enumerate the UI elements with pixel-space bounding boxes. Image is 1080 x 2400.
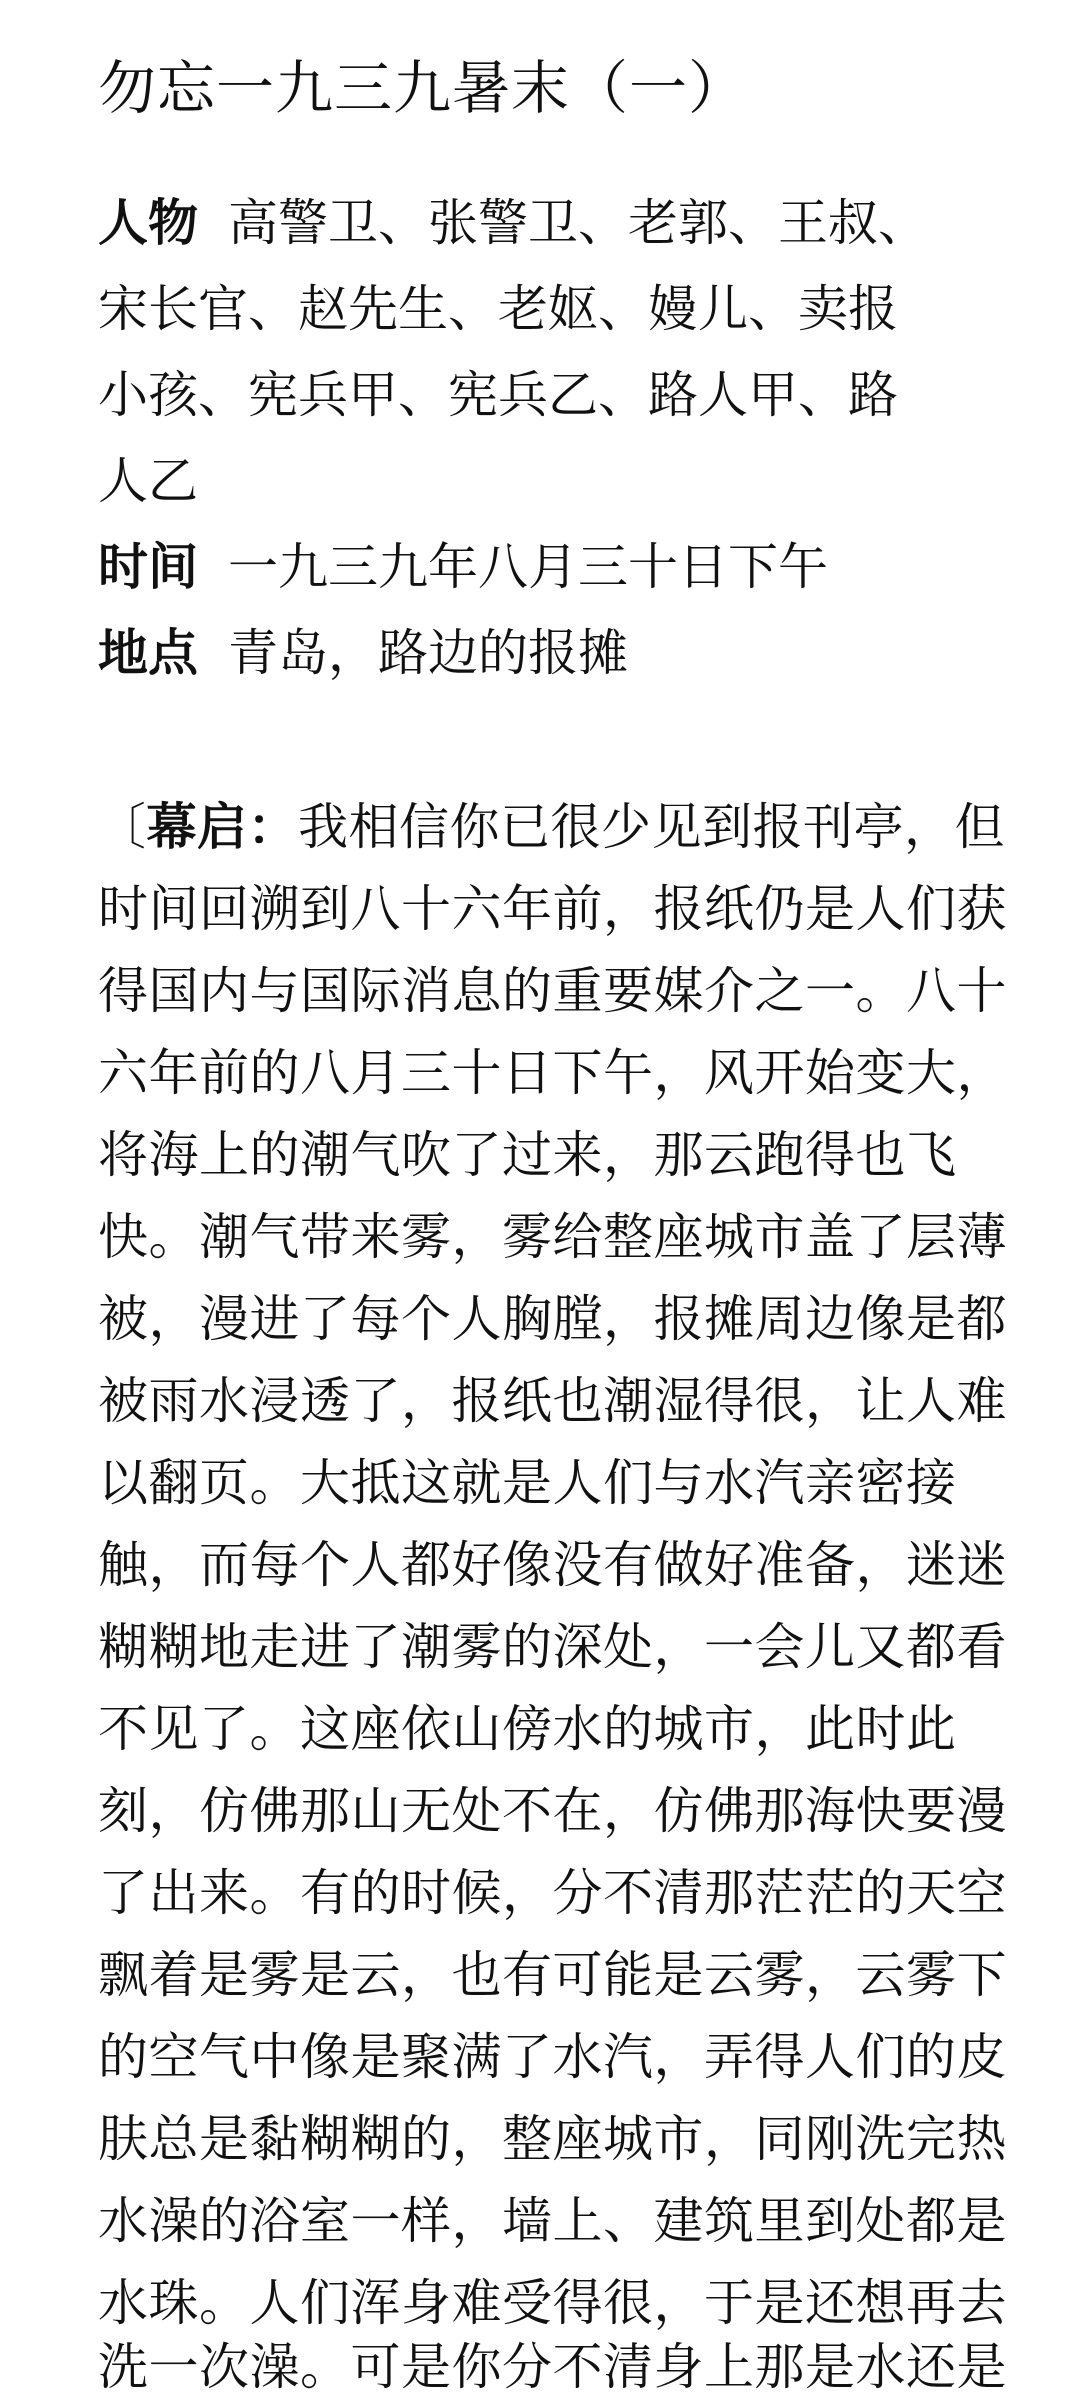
scene-label: 幕启：	[146, 798, 298, 856]
scene-line: 时间回溯到八十六年前，报纸仍是人们获	[98, 880, 1007, 938]
scene-line: 刻，仿佛那山无处不在，仿佛那海快要漫	[98, 1782, 1007, 1840]
place-value: 青岛，路边的报摊	[228, 624, 628, 682]
scene-line: 洗一次澡。可是你分不清身上那是水还是	[98, 2338, 1007, 2396]
scene-line: 六年前的八月三十日下午，风开始变大，	[98, 1044, 1007, 1102]
scene-line: 触，而每个人都好像没有做好准备，迷迷	[98, 1536, 1007, 1594]
characters-label: 人物	[98, 194, 198, 252]
characters-line-1	[98, 180, 928, 266]
scene-bracket: 〔	[96, 798, 147, 856]
scene-line: 肤总是黏糊糊的，整座城市，同刚洗完热	[98, 2110, 1007, 2168]
scene-line: 水澡的浴室一样，墙上、建筑里到处都是	[98, 2192, 1007, 2250]
scene-line: 以翻页。大抵这就是人们与水汽亲密接	[98, 1454, 957, 1512]
characters-text-3: 小孩、宪兵甲、宪兵乙、路人甲、路	[98, 366, 898, 424]
characters-text-2: 宋长官、赵先生、老妪、嫚儿、卖报	[98, 280, 898, 338]
scene-line: 的空气中像是聚满了水汽，弄得人们的皮	[98, 2028, 1007, 2086]
scene-line: 糊糊地走进了潮雾的深处，一会儿又都看	[98, 1618, 1007, 1676]
scene-line: 了出来。有的时候，分不清那茫茫的天空	[98, 1864, 1007, 1922]
characters-text-1: 高警卫、张警卫、老郭、王叔、	[228, 194, 928, 252]
place-line	[98, 610, 628, 696]
scene-line: 飘着是雾是云，也有可能是云雾，云雾下	[98, 1946, 1007, 2004]
time-line	[98, 524, 828, 610]
time-value: 一九三九年八月三十日下午	[228, 538, 828, 596]
scene-line: 将海上的潮气吹了过来，那云跑得也飞	[98, 1126, 957, 1184]
time-label: 时间	[98, 538, 198, 596]
scene-first-line: 我相信你已很少见到报刊亭，但	[298, 798, 1005, 856]
scene-line: 快。潮气带来雾，雾给整座城市盖了层薄	[98, 1208, 1007, 1266]
document-title: 勿忘一九三九暑末（一）	[98, 54, 748, 122]
scene-line: 水珠。人们浑身难受得很，于是还想再去	[98, 2274, 1007, 2332]
scene-line: 得国内与国际消息的重要媒介之一。八十	[98, 962, 1007, 1020]
characters-text-4: 人乙	[98, 452, 198, 510]
scene-line-1	[98, 786, 1005, 868]
scene-line: 被雨水浸透了，报纸也潮湿得很，让人难	[98, 1372, 1007, 1430]
scene-line: 被，漫进了每个人胸膛，报摊周边像是都	[98, 1290, 1007, 1348]
place-label: 地点	[98, 624, 198, 682]
scene-line: 不见了。这座依山傍水的城市，此时此	[98, 1700, 957, 1758]
